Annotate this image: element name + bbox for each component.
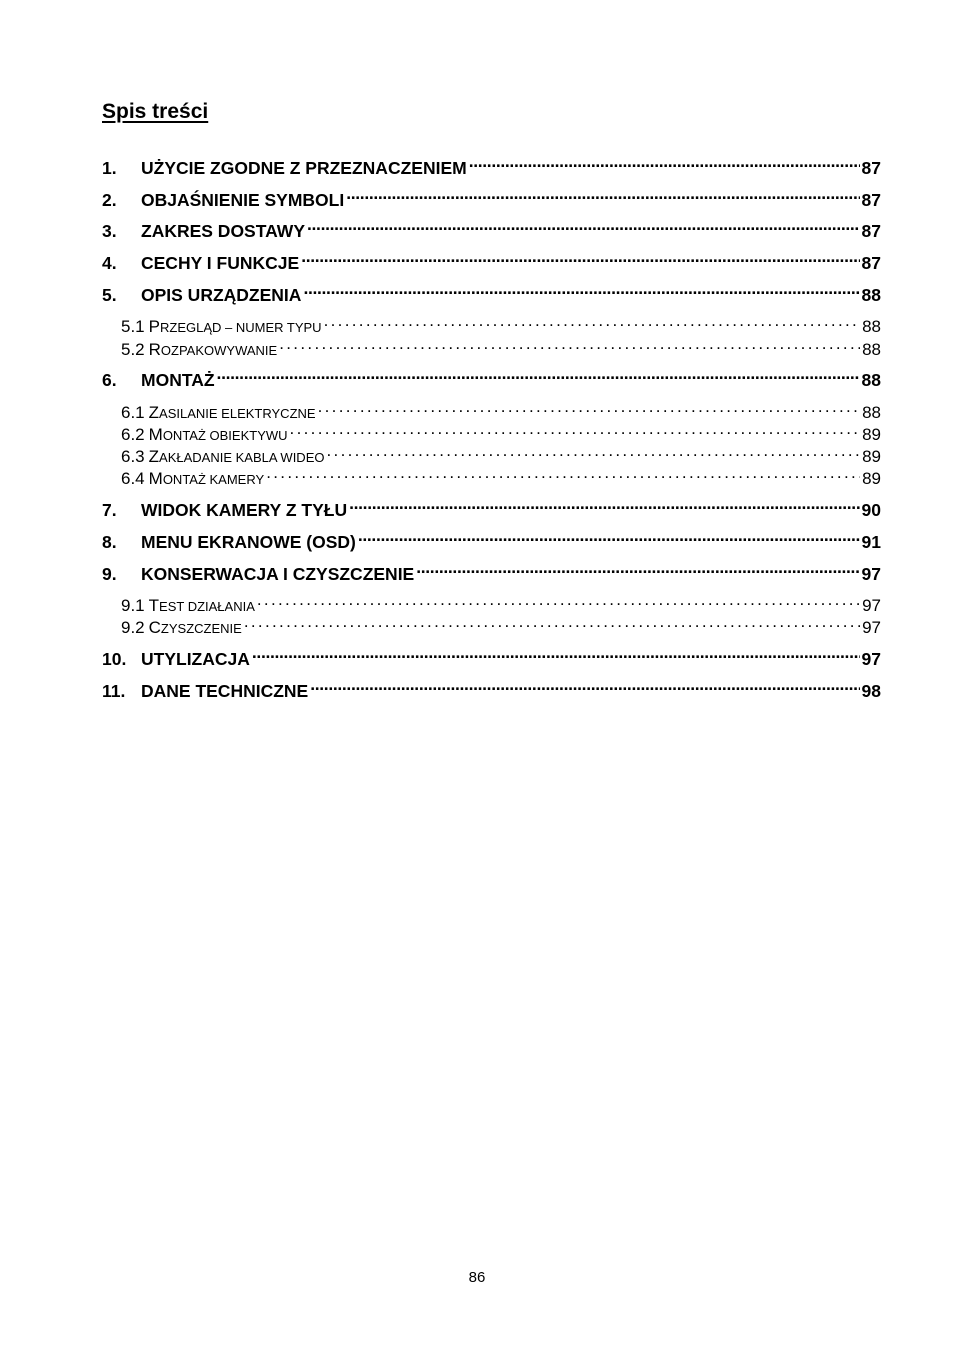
dot-leader bbox=[279, 338, 860, 355]
dot-leader bbox=[346, 189, 859, 207]
toc-entry-page: 87 bbox=[861, 190, 881, 210]
toc-entry[interactable] bbox=[102, 678, 881, 704]
toc-subentry[interactable] bbox=[102, 616, 881, 638]
table-of-contents bbox=[102, 0, 881, 1350]
toc-subentry[interactable] bbox=[102, 315, 881, 337]
toc-subentry-page: 88 bbox=[862, 317, 881, 336]
toc-entry[interactable] bbox=[102, 367, 881, 393]
dot-leader bbox=[324, 315, 861, 332]
toc-subentry[interactable] bbox=[102, 467, 881, 489]
dot-leader bbox=[326, 445, 860, 462]
toc-subentry-title: ZAKŁADANIE KABLA WIDEO bbox=[148, 447, 325, 466]
toc-subentry[interactable] bbox=[102, 401, 881, 423]
toc-entry[interactable] bbox=[102, 497, 881, 523]
toc-entry-number: 7. bbox=[102, 500, 117, 520]
dot-leader bbox=[290, 423, 861, 440]
toc-entry[interactable] bbox=[102, 187, 881, 213]
toc-entry-title: UŻYCIE ZGODNE Z PRZEZNACZENIEM bbox=[141, 158, 467, 178]
toc-entry-number: 4. bbox=[102, 253, 117, 273]
toc-entry-number: 3. bbox=[102, 221, 117, 241]
toc-entry-number: 8. bbox=[102, 532, 117, 552]
toc-subentry-page: 97 bbox=[862, 596, 881, 615]
toc-entry-title: KONSERWACJA I CZYSZCZENIE bbox=[141, 564, 415, 584]
toc-entry-page: 88 bbox=[861, 370, 881, 390]
toc-subentry-page: 88 bbox=[862, 340, 881, 359]
toc-subentry[interactable] bbox=[102, 338, 881, 360]
toc-entry-page: 87 bbox=[861, 158, 881, 178]
toc-subentry-number: 6.1 bbox=[121, 403, 145, 422]
dot-leader bbox=[217, 369, 860, 387]
toc-entry-title: OPIS URZĄDZENIA bbox=[141, 285, 302, 305]
toc-entry[interactable] bbox=[102, 561, 881, 587]
toc-subentry-number: 5.2 bbox=[121, 340, 145, 359]
toc-entry-page: 90 bbox=[861, 500, 881, 520]
toc-entry[interactable] bbox=[102, 646, 881, 672]
toc-subentry-number: 9.2 bbox=[121, 618, 145, 637]
toc-entry-title: UTYLIZACJA bbox=[141, 649, 250, 669]
toc-entry-page: 88 bbox=[861, 285, 881, 305]
toc-entry-title: ZAKRES DOSTAWY bbox=[141, 221, 305, 241]
dot-leader bbox=[310, 680, 859, 698]
toc-entry-title: CECHY I FUNKCJE bbox=[141, 253, 300, 273]
toc-subentry[interactable] bbox=[102, 594, 881, 616]
dot-leader bbox=[307, 220, 860, 238]
dot-leader bbox=[301, 252, 859, 270]
toc-subentry-title: MONTAŻ KAMERY bbox=[148, 469, 265, 488]
toc-entry-title: WIDOK KAMERY Z TYŁU bbox=[141, 500, 348, 520]
toc-entry-title: DANE TECHNICZNE bbox=[141, 681, 309, 701]
toc-entry-number: 9. bbox=[102, 564, 117, 584]
dot-leader bbox=[349, 499, 859, 517]
toc-subentry-number: 5.1 bbox=[121, 317, 145, 336]
toc-entry-page: 98 bbox=[861, 681, 881, 701]
toc-entry-title: MONTAŻ bbox=[141, 370, 215, 390]
dot-leader bbox=[358, 531, 860, 549]
toc-entry[interactable] bbox=[102, 218, 881, 244]
toc-subentry-title: TEST DZIAŁANIA bbox=[148, 596, 255, 615]
page-title: Spis treści bbox=[102, 100, 209, 123]
dot-leader bbox=[303, 284, 859, 302]
toc-entry-number: 10. bbox=[102, 649, 127, 669]
dot-leader bbox=[318, 401, 861, 418]
toc-subentry-title: MONTAŻ OBIEKTYWU bbox=[148, 425, 288, 444]
toc-entry-number: 5. bbox=[102, 285, 117, 305]
toc-subentry-title: ZASILANIE ELEKTRYCZNE bbox=[148, 403, 316, 422]
dot-leader bbox=[244, 616, 860, 633]
toc-entry-number: 6. bbox=[102, 370, 117, 390]
toc-subentry-page: 97 bbox=[862, 618, 881, 637]
toc-subentry[interactable] bbox=[102, 423, 881, 445]
toc-subentry-number: 6.4 bbox=[121, 469, 145, 488]
dot-leader bbox=[257, 594, 860, 611]
toc-subentry-page: 89 bbox=[862, 447, 881, 466]
toc-subentry[interactable] bbox=[102, 445, 881, 467]
toc-entry-number: 11. bbox=[102, 681, 126, 701]
toc-entry-title: MENU EKRANOWE (OSD) bbox=[141, 532, 356, 552]
dot-leader bbox=[266, 467, 860, 484]
toc-subentry-page: 89 bbox=[862, 469, 881, 488]
toc-subentry-title: ROZPAKOWYWANIE bbox=[148, 340, 278, 359]
toc-subentry-number: 6.2 bbox=[121, 425, 145, 444]
toc-entry-page: 91 bbox=[861, 532, 881, 552]
toc-subentry-title: PRZEGLĄD – NUMER TYPU bbox=[148, 317, 322, 336]
toc-entry-title: OBJAŚNIENIE SYMBOLI bbox=[141, 190, 345, 210]
toc-subentry-number: 9.1 bbox=[121, 596, 145, 615]
dot-leader bbox=[469, 157, 860, 175]
toc-subentry-page: 89 bbox=[862, 425, 881, 444]
toc-entry[interactable] bbox=[102, 155, 881, 181]
toc-entry-page: 97 bbox=[861, 649, 881, 669]
toc-entry[interactable] bbox=[102, 529, 881, 555]
toc-entry-page: 97 bbox=[861, 564, 881, 584]
toc-entry[interactable] bbox=[102, 250, 881, 276]
toc-entry-page: 87 bbox=[861, 221, 881, 241]
toc-entry[interactable] bbox=[102, 282, 881, 308]
toc-entry-page: 87 bbox=[861, 253, 881, 273]
toc-subentry-number: 6.3 bbox=[121, 447, 145, 466]
dot-leader bbox=[252, 648, 860, 666]
toc-entry-number: 2. bbox=[102, 190, 117, 210]
toc-entry-number: 1. bbox=[102, 158, 117, 178]
toc-subentry-page: 88 bbox=[862, 403, 881, 422]
page-number: 86 bbox=[468, 1269, 486, 1286]
dot-leader bbox=[416, 563, 859, 581]
toc-subentry-title: CZYSZCZENIE bbox=[148, 618, 242, 637]
